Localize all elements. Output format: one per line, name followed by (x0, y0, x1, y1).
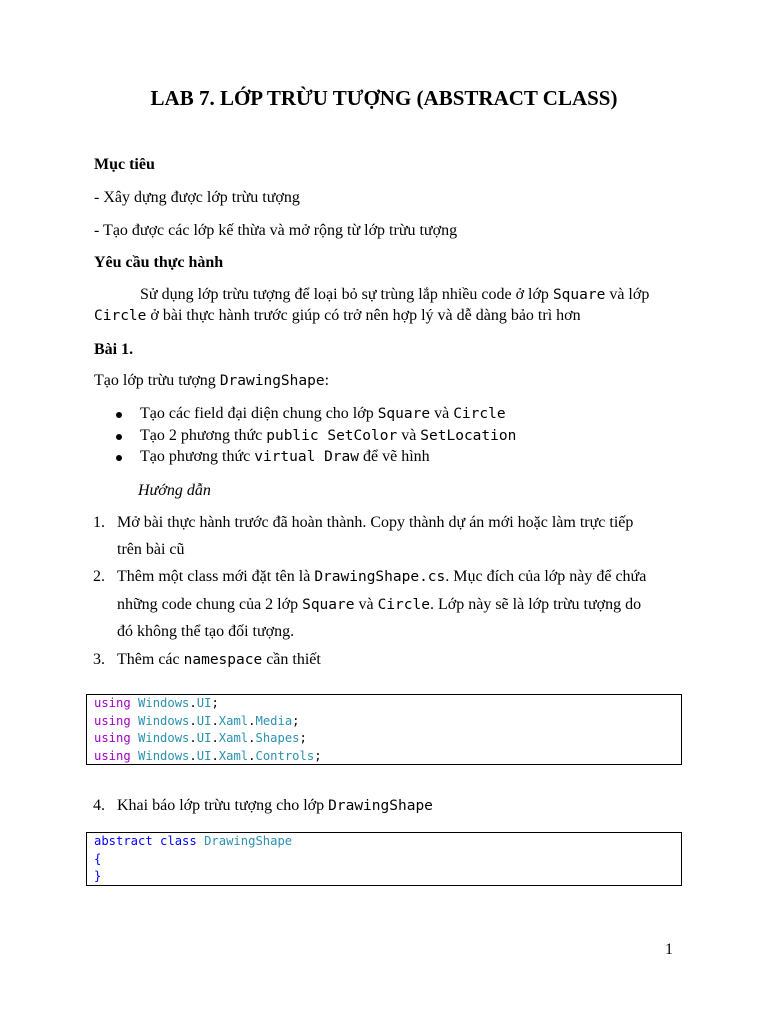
bullet-dot-icon (116, 455, 122, 461)
exercise-1-heading: Bài 1. (94, 341, 134, 358)
step-3: 3. Thêm các namespace cần thiết (93, 651, 321, 668)
bullet-dot-icon (116, 412, 122, 418)
step-2-line-2: những code chung của 2 lớp Square và Circle. Lớp này sẽ là lớp trừu tượng do (117, 596, 642, 613)
requirements-line-1: Sử dụng lớp trừu tượng để loại bỏ sự trùng lắp nhiều code ở lớp Square và lớp (140, 286, 650, 303)
code-line: } (94, 869, 102, 883)
bullet-item-1: Tạo các field đại diện chung cho lớp Square và Circle (140, 405, 506, 423)
requirements-line-2: Circle ở bài thực hành trước giúp có trở nên hợp lý và dễ dàng bảo trì hơn (94, 307, 581, 324)
page-title: LAB 7. LỚP TRỪU TƯỢNG (ABSTRACT CLASS) (150, 86, 618, 110)
exercise-1-intro: Tạo lớp trừu tượng DrawingShape: (94, 372, 330, 389)
objective-item-2: - Tạo được các lớp kế thừa và mở rộng từ lớp trừu tượng (94, 222, 458, 239)
code-line: abstract class DrawingShape (94, 834, 293, 848)
guide-label: Hướng dẫn (138, 482, 211, 499)
page-number: 1 (665, 941, 673, 958)
step-2-line-3: đó không thể tạo đối tượng. (117, 623, 295, 640)
code-block-class-declaration (86, 832, 682, 886)
code-line: using Windows.UI.Xaml.Shapes; (94, 731, 307, 745)
requirements-heading: Yêu cầu thực hành (94, 254, 224, 271)
code-line: using Windows.UI; (94, 696, 219, 710)
step-1-continued: trên bài cũ (117, 541, 185, 558)
bullet-dot-icon (116, 434, 122, 440)
bullet-item-2: Tạo 2 phương thức public SetColor và SetLocation (140, 427, 516, 445)
step-2: 2. Thêm một class mới đặt tên là DrawingShape.cs. Mục đích của lớp này để chứa (93, 568, 647, 585)
step-1: 1. Mở bài thực hành trước đã hoàn thành. Copy thành dự án mới hoặc làm trực tiếp (93, 514, 634, 531)
code-line: using Windows.UI.Xaml.Media; (94, 713, 300, 728)
step-4: 4. Khai báo lớp trừu tượng cho lớp DrawingShape (93, 797, 433, 814)
objective-item-1: - Xây dựng được lớp trừu tượng (94, 189, 300, 206)
code-block-namespaces (86, 694, 682, 765)
bullet-item-3: Tạo phương thức virtual Draw để vẽ hình (140, 448, 430, 466)
code-line: { (94, 851, 102, 866)
objectives-heading: Mục tiêu (94, 156, 155, 173)
code-line: using Windows.UI.Xaml.Controls; (94, 748, 322, 763)
